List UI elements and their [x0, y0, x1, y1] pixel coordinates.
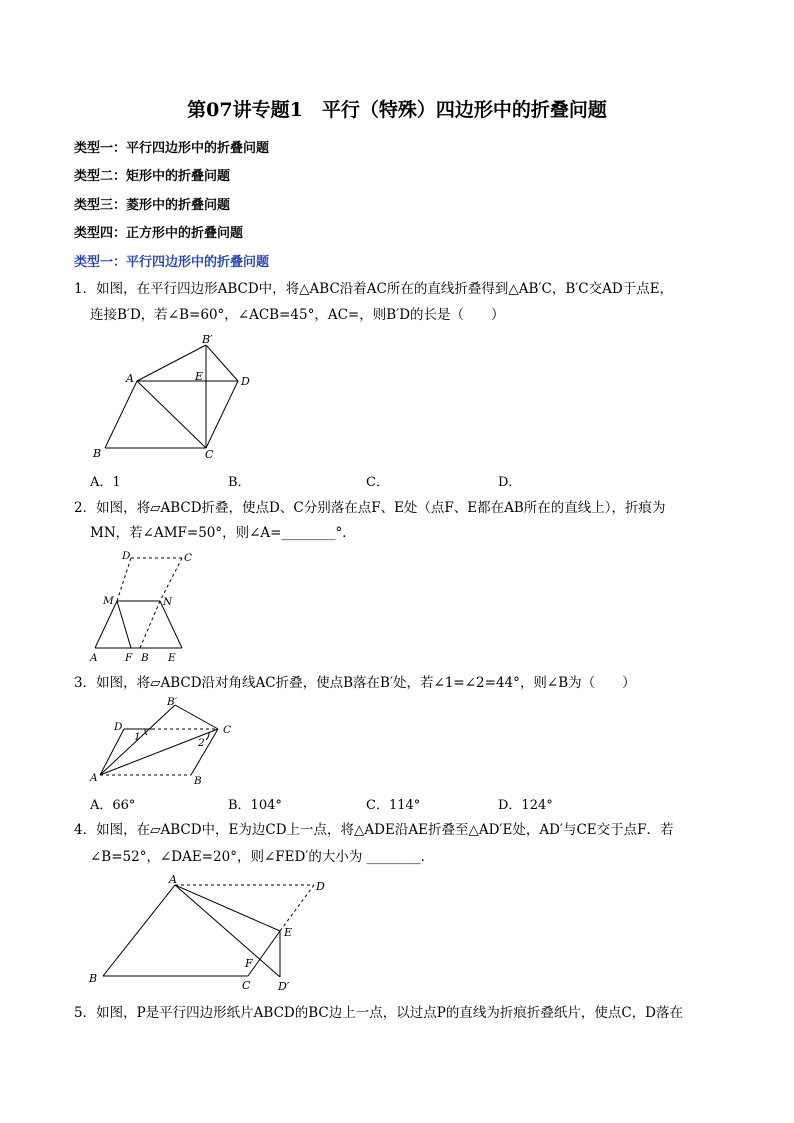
q4-label-A: A: [169, 873, 177, 886]
q3-option-c: C．114°: [366, 798, 421, 813]
q2-text-line2: MN，若∠AMF=50°，则∠A=________°．: [90, 525, 356, 541]
q3-option-d: D．124°: [498, 798, 553, 813]
q2-segment-MF: [117, 601, 131, 648]
q3-segment-CB: [191, 729, 218, 775]
q4-text-line1: 4．如图，在▱ABCD中，E为边CD上一点，将△ADE沿AE折叠至△AD′E处，AD′与CE交于点F．若: [74, 822, 674, 838]
q4-text-line2: ∠B=52°，∠DAE=20°，则∠FED′的大小为 ________．: [90, 849, 435, 865]
q4-label-F: F: [245, 957, 253, 970]
q3-label-C: C: [223, 724, 232, 736]
q2-label-C: C: [184, 552, 193, 564]
q1-label-C: C: [205, 448, 214, 461]
q2-dashed-NB: [140, 601, 160, 648]
q1-label-E: E: [195, 370, 204, 383]
q3-label-Bp: B′: [167, 696, 178, 708]
q2-label-N: N: [163, 596, 173, 608]
q3-figure: [85, 695, 245, 790]
q1-option-a: A．1: [90, 475, 121, 490]
type-list-item: 类型三：菱形中的折叠问题: [74, 198, 231, 213]
type-list-item: 类型二：矩形中的折叠问题: [74, 169, 231, 184]
q3-angle2-arc: [206, 733, 209, 740]
q1-label-D: D: [241, 375, 250, 388]
q2-label-A: A: [90, 652, 98, 664]
q3-segment-BpC: [175, 705, 218, 729]
q1-option-b: B．: [228, 475, 251, 490]
q3-label-A: A: [90, 772, 98, 784]
q4-label-E: E: [284, 926, 293, 939]
type-list-item: 类型四：正方形中的折叠问题: [74, 226, 244, 241]
q3-label-angle2: 2: [198, 737, 205, 749]
q3-label-D: D: [114, 721, 123, 733]
q3-label-B: B: [194, 775, 202, 787]
q4-label-D: D: [316, 880, 325, 893]
q1-text-line2: 连接B′D，若∠B=60°，∠ACB=45°，AC=，则B′D的长是（ ）: [90, 307, 505, 323]
q1-figure: [85, 333, 265, 463]
section-heading: 类型一：平行四边形中的折叠问题: [74, 255, 270, 270]
q2-label-D: D: [122, 550, 131, 562]
q2-label-F: F: [125, 652, 133, 664]
q1-segment-AB: [105, 381, 137, 448]
q4-label-Dp: D′: [278, 980, 290, 993]
q2-label-E: E: [168, 652, 176, 664]
q2-figure: [85, 548, 205, 668]
q4-segment-AE: [175, 885, 280, 931]
q1-label-A: A: [126, 372, 134, 385]
q4-label-B: B: [89, 972, 98, 985]
q5-text-line1: 5．如图，P是平行四边形纸片ABCD的BC边上一点，以过点P的直线为折痕折叠纸片，使点C，D落在: [74, 1005, 683, 1021]
q1-segment-BpD: [206, 345, 238, 381]
q4-segment-AB: [103, 885, 175, 976]
q2-dashed-CN: [160, 558, 182, 601]
q4-dashed-DE: [280, 885, 314, 931]
q2-text-line1: 2．如图，将▱ABCD折叠，使点D、C分别落在点F、E处（点F、E都在AB所在的直线上），折痕为: [74, 500, 666, 516]
q1-segment-AC: [137, 381, 206, 448]
page-title: 第07讲专题1 平行（特殊）四边形中的折叠问题: [187, 99, 607, 121]
q4-figure: [85, 870, 345, 995]
q3-option-a: A．66°: [90, 798, 136, 813]
q1-label-B: B: [93, 447, 102, 460]
q3-text-line1: 3．如图，将▱ABCD沿对角线AC折叠，使点B落在B′处，若∠1=∠2=44°，则∠B为（ ）: [74, 675, 636, 691]
q4-segment-ADp: [175, 885, 280, 977]
q1-segment-CD: [206, 381, 238, 448]
q1-option-c: C．: [366, 475, 389, 490]
q1-text-line1: 1．如图，在平行四边形ABCD中，将△ABC沿着AC所在的直线折叠得到△AB′C，B′C交AD于点E，: [74, 281, 674, 297]
q1-label-Bp: B′: [202, 333, 213, 346]
q2-label-M: M: [103, 595, 114, 607]
q2-segment-NE: [160, 601, 182, 648]
q3-option-b: B．104°: [228, 798, 282, 813]
q2-segment-AM: [95, 601, 117, 648]
q3-segment-AD: [100, 729, 124, 775]
type-list-item: 类型一：平行四边形中的折叠问题: [74, 141, 270, 156]
q3-label-angle1: 1: [134, 731, 141, 743]
q1-option-d: D．: [498, 475, 522, 490]
q2-dashed-MD: [117, 558, 131, 601]
q2-label-B: B: [141, 652, 149, 664]
q4-label-C: C: [242, 979, 251, 992]
q3-segment-AC: [100, 729, 218, 775]
